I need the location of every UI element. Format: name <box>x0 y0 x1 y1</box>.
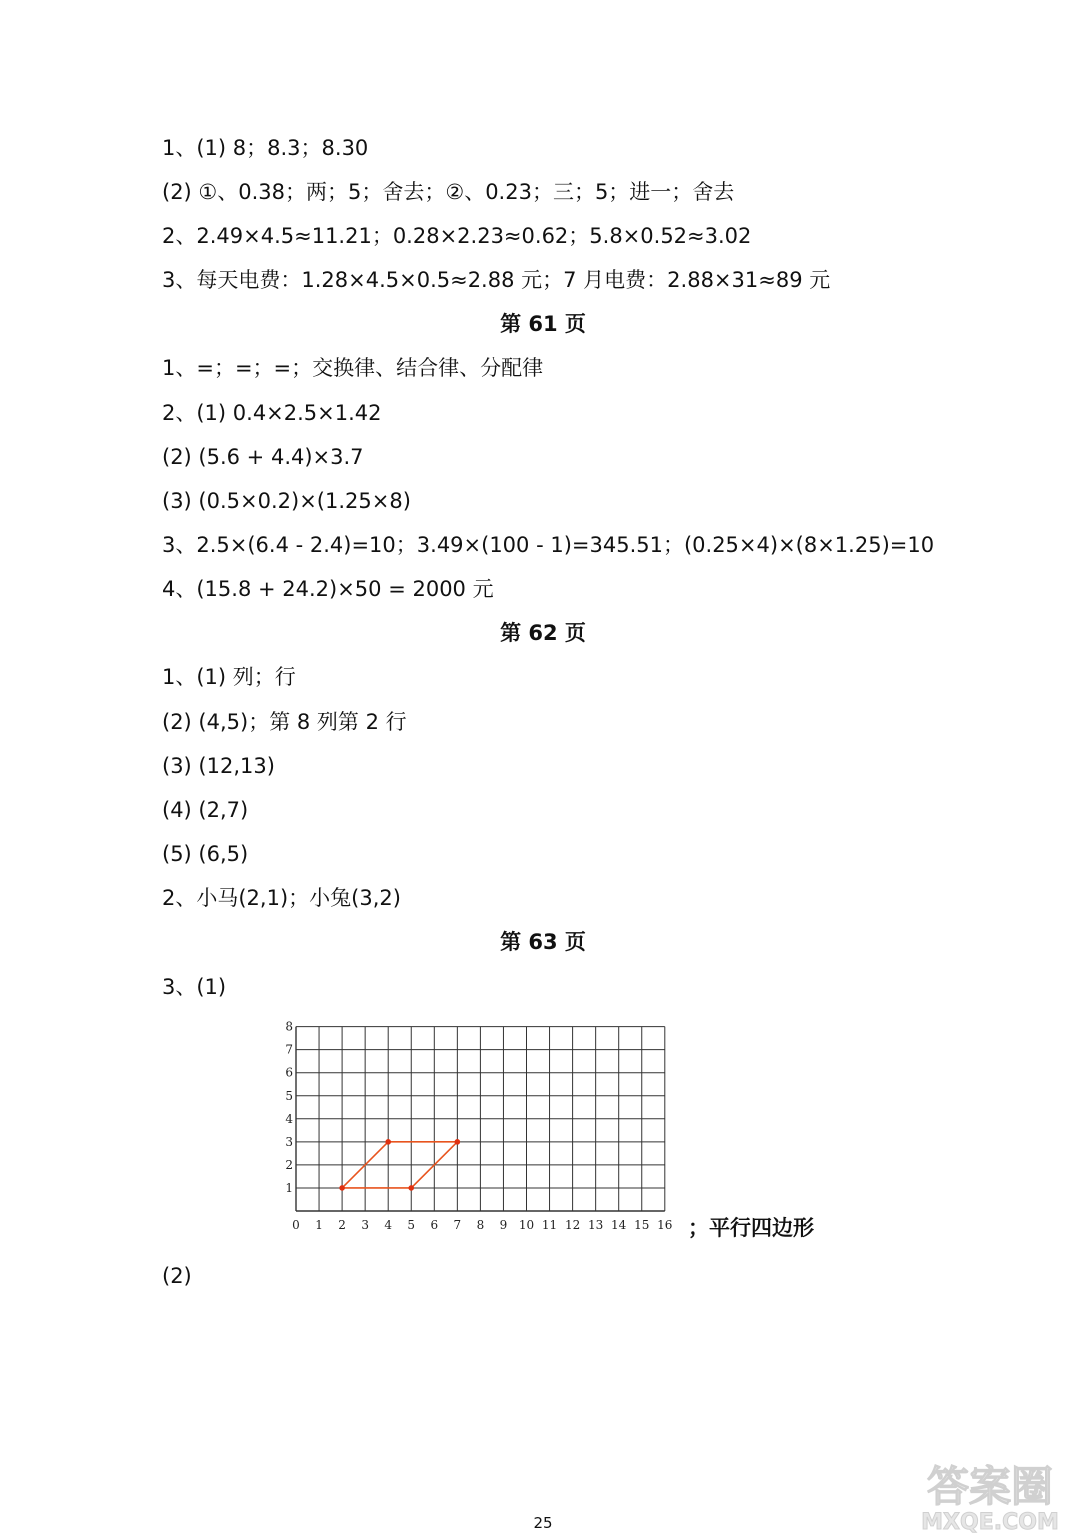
y-tick-label: 4 <box>285 1111 293 1126</box>
x-tick-label: 1 <box>315 1218 323 1232</box>
x-tick-label: 7 <box>453 1218 462 1232</box>
x-tick-label: 5 <box>407 1218 416 1232</box>
y-tick-label: 2 <box>285 1157 293 1172</box>
answer-line-61-2-3: (3) (0.5×0.2)×(1.25×8) <box>162 489 411 513</box>
answer-line-62-1-4: (4) (2,7) <box>162 798 249 822</box>
x-tick-label: 16 <box>657 1218 673 1232</box>
answer-line-63-3-2: (2) <box>162 1264 192 1288</box>
x-tick-label: 4 <box>384 1218 393 1232</box>
answer-line-3: 3、每天电费：1.28×4.5×0.5≈2.88 元；7 月电费：2.88×31≈89 元 <box>162 268 831 292</box>
answer-line-1-2: (2) ①、0.38；两；5；舍去；②、0.23；三；5；进一；舍去 <box>162 180 735 204</box>
answer-line-61-4: 4、(15.8 + 24.2)×50 = 2000 元 <box>162 577 494 601</box>
x-tick-label: 0 <box>292 1218 300 1232</box>
page-number: 25 <box>533 1514 553 1532</box>
vertex-point <box>455 1139 461 1145</box>
y-tick-label: 8 <box>285 1019 293 1034</box>
x-tick-label: 11 <box>541 1218 558 1232</box>
y-tick-label: 5 <box>285 1088 293 1103</box>
watermark-sub-text: MXQE.COM <box>921 1510 1059 1535</box>
x-tick-label: 2 <box>338 1218 346 1232</box>
answer-line-63-3-1: 3、(1) <box>162 975 227 999</box>
answer-line-62-1-1: 1、(1) 列；行 <box>162 665 296 689</box>
answer-line-62-1-5: (5) (6,5) <box>162 842 249 866</box>
x-tick-label: 15 <box>634 1218 650 1232</box>
vertex-point <box>339 1185 345 1191</box>
coordinate-grid-figure <box>280 1018 680 1240</box>
x-tick-label: 6 <box>430 1218 439 1232</box>
shape-answer-label: ；平行四边形 <box>688 1216 814 1240</box>
vertex-point <box>385 1139 391 1145</box>
answer-line-61-2-1: 2、(1) 0.4×2.5×1.42 <box>162 401 382 425</box>
x-tick-label: 9 <box>499 1218 508 1232</box>
answer-line-62-1-3: (3) (12,13) <box>162 754 275 778</box>
answer-line-62-2: 2、小马(2,1)；小兔(3,2) <box>162 886 401 910</box>
x-tick-label: 12 <box>564 1218 581 1232</box>
x-tick-label: 10 <box>518 1218 535 1232</box>
y-tick-label: 1 <box>285 1180 293 1195</box>
y-tick-label: 3 <box>285 1134 293 1149</box>
coordinate-grid <box>280 1018 680 1240</box>
page-heading-63: 第 63 页 <box>500 930 586 954</box>
answer-line-1-1: 1、(1) 8；8.3；8.30 <box>162 136 369 160</box>
answer-line-61-3: 3、2.5×(6.4 - 2.4)=10；3.49×(100 - 1)=345.51；(0.25×4)×(8×1.25)=10 <box>162 533 935 557</box>
x-tick-label: 8 <box>476 1218 485 1232</box>
answer-line-62-1-2: (2) (4,5)；第 8 列第 2 行 <box>162 710 407 734</box>
watermark-main-text: 答案圈 <box>926 1462 1054 1511</box>
answer-line-61-2-2: (2) (5.6 + 4.4)×3.7 <box>162 445 364 469</box>
answer-line-2: 2、2.49×4.5≈11.21；0.28×2.23≈0.62；5.8×0.52≈3.02 <box>162 224 752 248</box>
y-tick-label: 6 <box>285 1065 293 1080</box>
page-heading-62: 第 62 页 <box>500 621 586 645</box>
y-tick-label: 7 <box>285 1042 293 1057</box>
x-tick-label: 13 <box>588 1218 604 1232</box>
answer-line-61-1: 1、=；=；=；交换律、结合律、分配律 <box>162 356 544 380</box>
x-tick-label: 3 <box>361 1218 369 1232</box>
vertex-point <box>408 1185 414 1191</box>
x-tick-label: 14 <box>611 1218 627 1232</box>
page-heading-61: 第 61 页 <box>500 312 586 336</box>
